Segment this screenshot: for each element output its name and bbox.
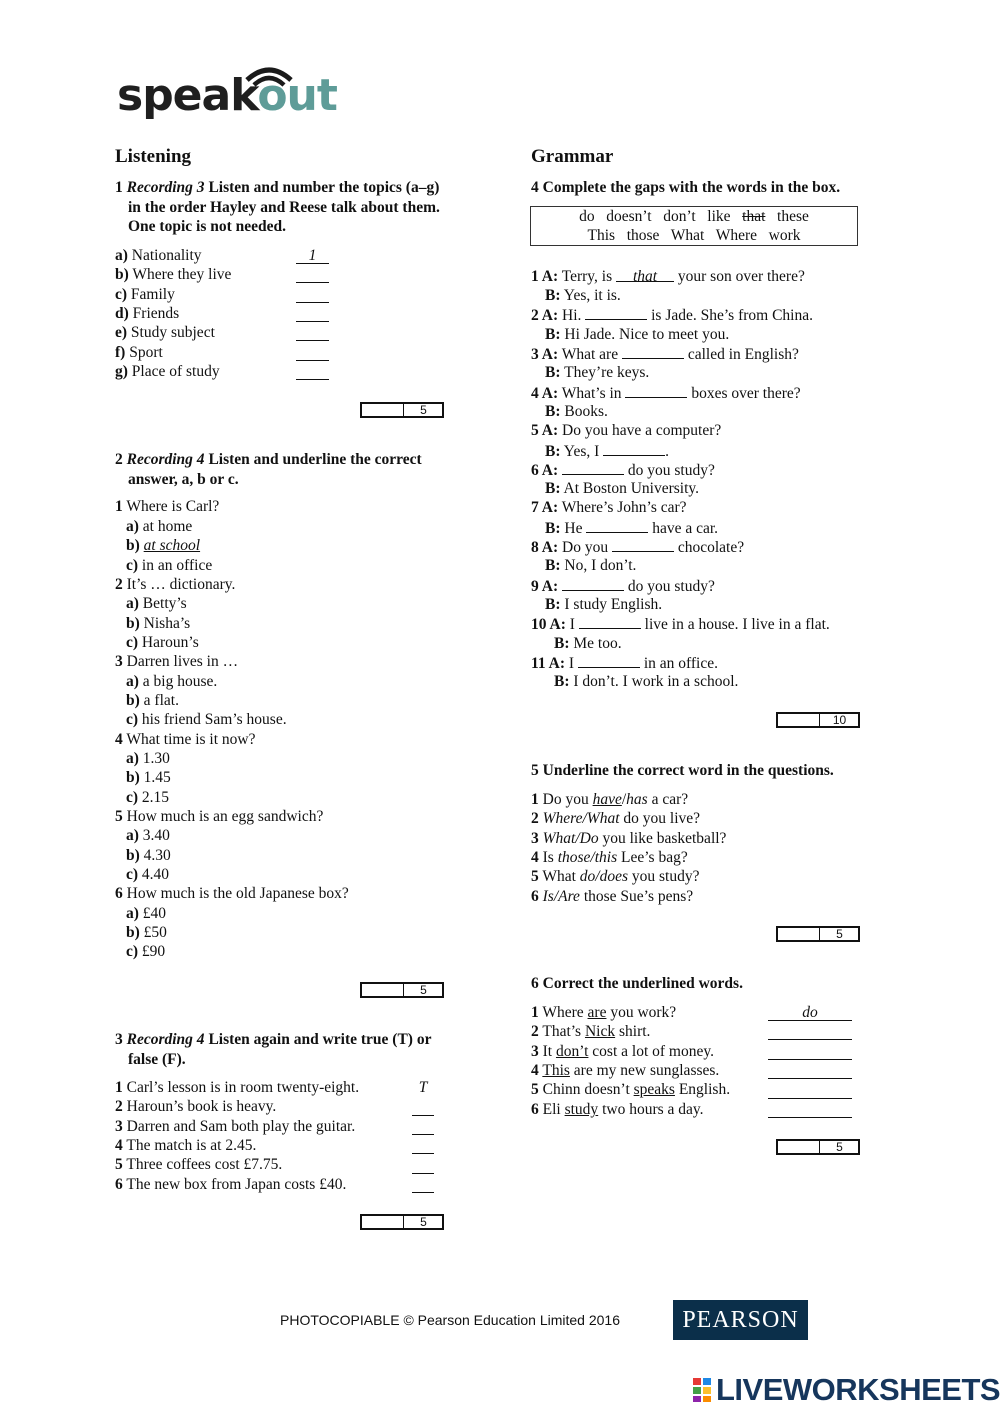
copyright-text: PHOTOCOPIABLE © Pearson Education Limited 2016: [280, 1312, 621, 1328]
gap-input[interactable]: [586, 518, 648, 533]
answer-field[interactable]: [296, 285, 329, 303]
answer-field[interactable]: [768, 1100, 852, 1118]
gap-input[interactable]: [603, 441, 665, 456]
word-box-row: This those What Where work: [587, 227, 801, 244]
word-box: [530, 206, 858, 246]
ex6-instruction: 6 Correct the underlined words.: [531, 975, 743, 992]
question: 4 What time is it now?: [115, 731, 256, 748]
score-box: 5: [360, 982, 444, 998]
answer-field[interactable]: [296, 362, 329, 380]
answer-field[interactable]: [412, 1098, 434, 1116]
word-box-row: do doesn’t don’t like that these: [579, 208, 809, 225]
score-box: 5: [360, 1214, 444, 1230]
answer-field[interactable]: [296, 265, 329, 283]
option[interactable]: c) £90: [126, 943, 166, 960]
gap-input[interactable]: [612, 537, 674, 552]
list-item: 5 Three coffees cost £7.75.: [115, 1156, 283, 1173]
question: 2 It’s … dictionary.: [115, 576, 236, 593]
option[interactable]: c) his friend Sam’s house.: [126, 711, 287, 728]
answer-field[interactable]: [412, 1156, 434, 1174]
option[interactable]: b) at school: [126, 537, 201, 554]
liveworksheets-icon: [693, 1378, 711, 1402]
answer-field[interactable]: [768, 1081, 852, 1099]
logo-out: out: [257, 70, 337, 121]
list-item: f) Sport: [115, 344, 163, 361]
option[interactable]: c) 2.15: [126, 789, 170, 806]
option[interactable]: b) £50: [126, 924, 167, 941]
list-item: 2 Haroun’s book is heavy.: [115, 1098, 277, 1115]
ex1-instruction: 1 Recording 3 Listen and number the topics (a–g) in the order Hayley and Reese talk about them. One topic is not needed.: [115, 179, 440, 235]
ex3-instruction: 3 Recording 4 Listen again and write true (T) or false (F).: [115, 1031, 432, 1068]
option[interactable]: c) 4.40: [126, 866, 170, 883]
list-item: e) Study subject: [115, 324, 215, 341]
answer-field[interactable]: T: [418, 1079, 428, 1096]
option[interactable]: c) in an office: [126, 557, 213, 574]
liveworksheets-logo: LIVEWORKSHEETS: [716, 1372, 1000, 1407]
answer-field[interactable]: [768, 1022, 852, 1040]
option[interactable]: a) Betty’s: [126, 595, 187, 612]
list-item: 3 Darren and Sam both play the guitar.: [115, 1118, 356, 1135]
score-box: 10: [776, 712, 860, 728]
ex2-instruction: 2 Recording 4 Listen and underline the correct answer, a, b or c.: [115, 451, 422, 488]
question: 1 Where is Carl?: [115, 498, 220, 515]
gap-input[interactable]: [622, 344, 684, 359]
answer-field[interactable]: do: [768, 1003, 852, 1021]
option[interactable]: a) at home: [126, 518, 193, 535]
gap-input[interactable]: [625, 383, 687, 398]
listening-heading: Listening: [115, 146, 192, 167]
answer-field[interactable]: 1: [296, 246, 329, 264]
question: 3 Darren lives in …: [115, 653, 239, 670]
question: 6 How much is the old Japanese box?: [115, 885, 349, 902]
gap-input[interactable]: [579, 614, 641, 629]
gap-input[interactable]: [562, 576, 624, 591]
list-item: g) Place of study: [115, 363, 220, 380]
list-item: 4 The match is at 2.45.: [115, 1137, 257, 1154]
option[interactable]: b) 1.45: [126, 769, 171, 786]
answer-field[interactable]: [768, 1042, 852, 1060]
pearson-logo: PEARSON: [673, 1300, 808, 1340]
ex5-instruction: 5 Underline the correct word in the questions.: [531, 762, 834, 779]
score-box: 5: [776, 926, 860, 942]
gap-input[interactable]: [585, 305, 647, 320]
answer-field[interactable]: [296, 343, 329, 361]
list-item: d) Friends: [115, 305, 180, 322]
score-box: 5: [776, 1139, 860, 1155]
option[interactable]: b) a flat.: [126, 692, 179, 709]
list-item: a) Nationality: [115, 247, 202, 264]
ex4-instruction: 4 Complete the gaps with the words in the box.: [531, 179, 841, 196]
option[interactable]: c) Haroun’s: [126, 634, 199, 651]
speakout-logo: [117, 62, 347, 128]
option[interactable]: a) a big house.: [126, 673, 218, 690]
answer-field[interactable]: [412, 1175, 434, 1193]
option[interactable]: a) £40: [126, 905, 167, 922]
answer-field[interactable]: [296, 323, 329, 341]
answer-field[interactable]: [412, 1136, 434, 1154]
list-item: 1 Carl’s lesson is in room twenty-eight.: [115, 1079, 360, 1096]
answer-field[interactable]: [296, 304, 329, 322]
option[interactable]: a) 1.30: [126, 750, 170, 767]
list-item: b) Where they live: [115, 266, 232, 283]
option[interactable]: a) 3.40: [126, 827, 170, 844]
list-item: 6 The new box from Japan costs £40.: [115, 1176, 347, 1193]
logo-speak: speak: [117, 70, 258, 121]
question: 5 How much is an egg sandwich?: [115, 808, 324, 825]
list-item: c) Family: [115, 286, 175, 303]
gap-input[interactable]: [578, 653, 640, 668]
option[interactable]: b) Nisha’s: [126, 615, 191, 632]
option[interactable]: b) 4.30: [126, 847, 171, 864]
gap-input[interactable]: [562, 460, 624, 475]
answer-field[interactable]: [412, 1117, 434, 1135]
grammar-heading: Grammar: [531, 146, 614, 167]
score-box: 5: [360, 402, 444, 418]
answer-field[interactable]: [768, 1061, 852, 1079]
